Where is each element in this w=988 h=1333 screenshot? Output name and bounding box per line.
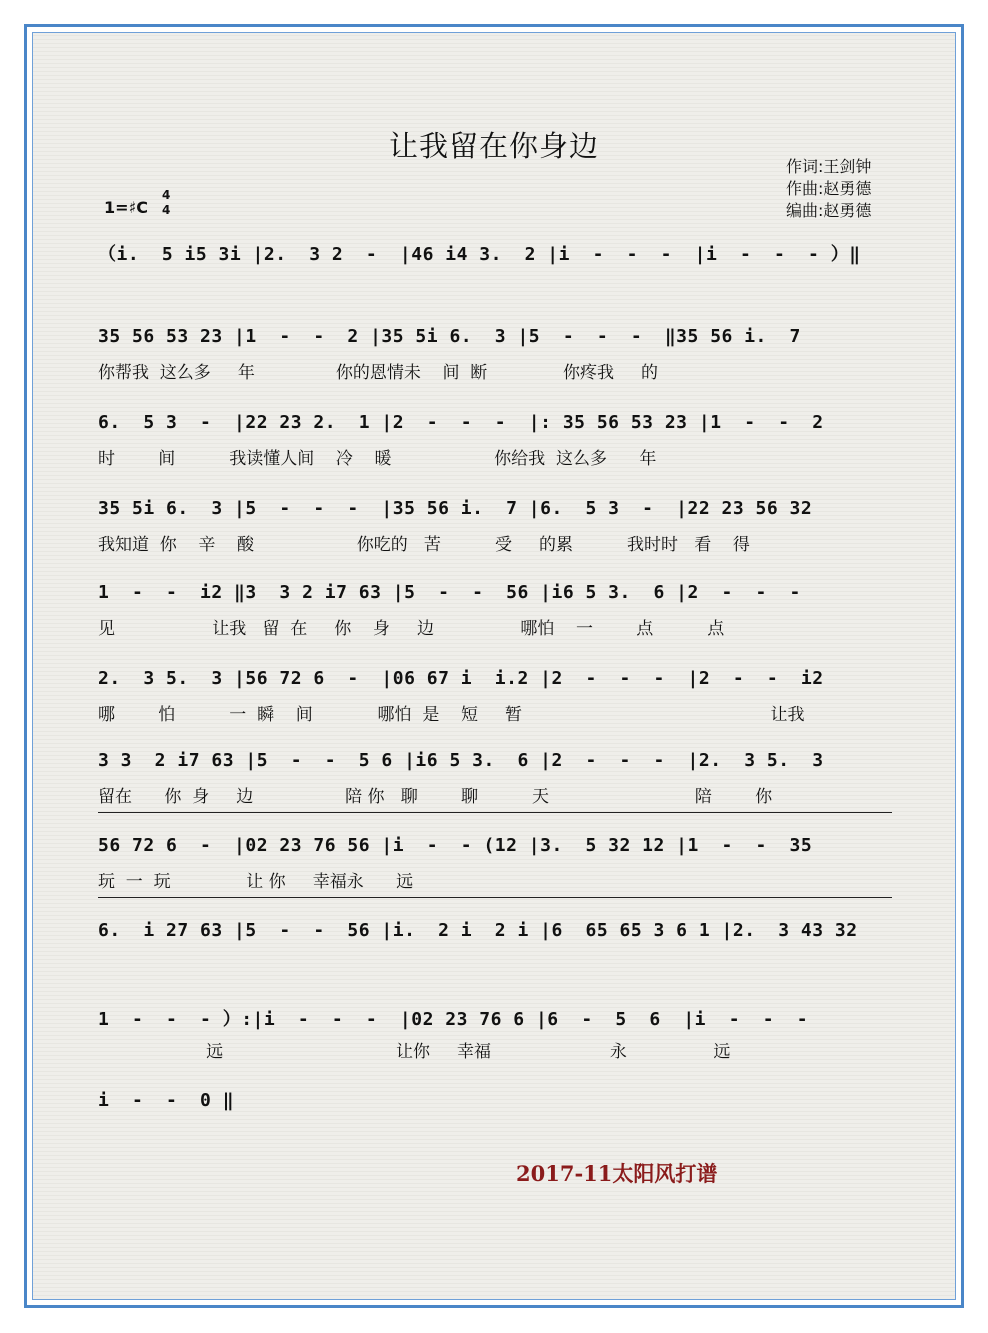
song-title: 让我留在你身边 <box>388 129 599 163</box>
notes: 35 5i 6. 3 |5 - - - |35 56 i. 7 |6. 5 3 - |22 23 56 32 <box>98 498 813 519</box>
arranger-credit: 编曲:赵勇德 <box>786 201 872 220</box>
time-signature-top: 4 <box>162 188 171 202</box>
notes: 6. 5 3 - |22 23 2. 1 |2 - - - |: 35 56 53 23 |1 - - 2 <box>98 412 824 433</box>
lyrics: 见 让我 留 在 你 身 边 哪怕 一 点 点 <box>98 619 725 639</box>
notes: i - - 0 ‖ <box>98 1090 235 1111</box>
time-signature-bottom: 4 <box>162 203 171 217</box>
notes: 3 3 2 i7 63 |5 - - 5 6 |i6 5 3. 6 |2 - - - |2. 3 5. 3 <box>98 750 824 771</box>
time-signature <box>162 188 170 218</box>
notes: （i. 5 i5 3i |2. 3 2 - |46 i4 3. 2 |i - - - |i - - - ）‖ <box>98 244 861 265</box>
transcriber-signature: 2017-11太阳风打谱 <box>516 1161 718 1186</box>
notes: 6. i 27 63 |5 - - 56 |i. 2 i 2 i |6 65 65 3 6 1 |2. 3 43 32 <box>98 920 858 941</box>
notes: 1 - - i2 ‖3 3 2 i7 63 |5 - - 56 |i6 5 3. 6 |2 - - - <box>98 582 801 603</box>
lyrics: 远 让你 幸福 永 远 <box>98 1042 731 1062</box>
lyricist-credit: 作词:王剑钟 <box>786 157 872 176</box>
notes: 35 56 53 23 |1 - - 2 |35 5i 6. 3 |5 - - - ‖35 56 i. 7 <box>98 326 801 347</box>
lyrics: 你帮我 这么多 年 你的恩情未 间 断 你疼我 的 <box>98 363 658 383</box>
lyrics: 哪 怕 一 瞬 间 哪怕 是 短 暂 让我 <box>98 705 805 725</box>
lyrics: 留在 你 身 边 陪 你 聊 聊 天 陪 你 <box>98 787 773 807</box>
notes: 56 72 6 - |02 23 76 56 |i - - (12 |3. 5 32 12 |1 - - 35 <box>98 835 813 856</box>
section-divider <box>98 897 892 898</box>
key-label: 1=♯C <box>104 198 149 217</box>
composer-credit: 作曲:赵勇德 <box>786 179 872 198</box>
lyrics: 时 间 我读懂人间 冷 暖 你给我 这么多 年 <box>98 449 657 469</box>
notes: 1 - - - ）:|i - - - |02 23 76 6 |6 - 5 6 |i - - - <box>98 1009 809 1030</box>
notes: 2. 3 5. 3 |56 72 6 - |06 67 i i.2 |2 - - - |2 - - i2 <box>98 668 824 689</box>
credits-block <box>786 156 871 222</box>
lyrics: 我知道 你 辛 酸 你吃的 苦 受 的累 我时时 看 得 <box>98 535 750 555</box>
volta-line <box>98 812 892 813</box>
key-signature <box>104 188 171 217</box>
lyrics: 玩 一 玩 让 你 幸福永 远 <box>98 872 414 892</box>
